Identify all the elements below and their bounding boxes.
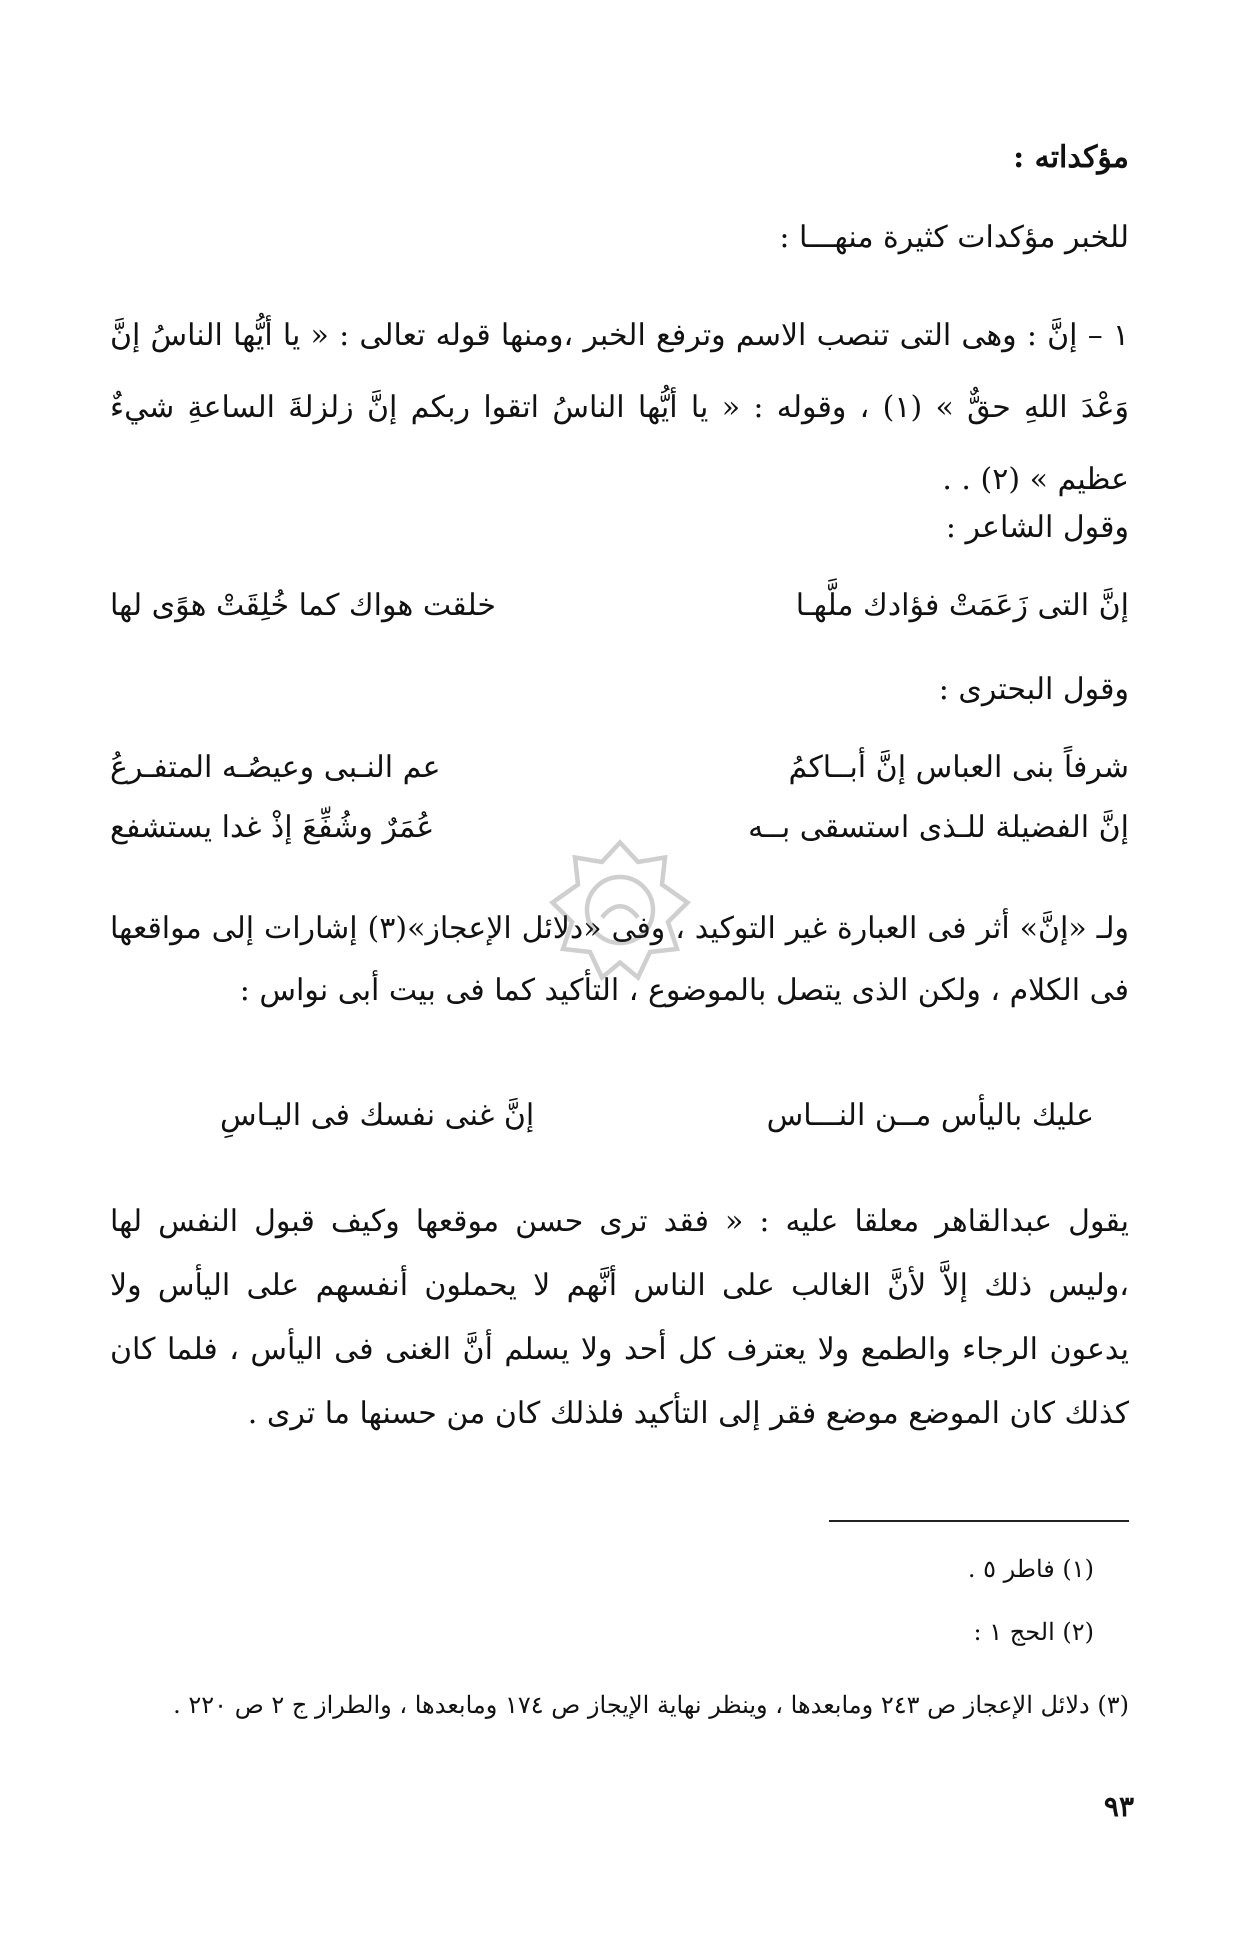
paragraph-inna: ١ – إنَّ : وهى التى تنصب الاسم وترفع الخبر ،ومنها قوله تعالى : « يا أيُّها الناسُ إنَّ وَعْدَ اللهِ حقٌّ » (١) ، وقوله : « يا أيُّها الناسُ اتقوا ربكم إنَّ زلزلةَ الساعةِ شيءٌ عظيم » (٢) . .: [110, 318, 1129, 497]
verse-second-hemistich: خلقت هواك كما خُلِقَتْ هوًى لها: [110, 588, 496, 623]
verse-line: [110, 588, 1129, 623]
footnote-3: (٣) دلائل الإعجاز ص ٢٤٣ ومابعدها ، وينظر نهاية الإيجاز ص ١٧٤ ومابعدها ، والطراز ج ٢ ص ٢٢٠ .: [173, 1691, 1129, 1719]
page-number: ٩٣: [1103, 1790, 1134, 1823]
verse-line: [220, 1098, 1094, 1133]
verse-first-hemistich: عليك باليأس مــن النـــاس: [766, 1098, 1094, 1133]
paragraph-effect: ولـ «إنَّ» أثر فى العبارة غير التوكيد ، وفى «دلائل الإعجاز»(٣) إشارات إلى مواقعها فى الكلام ، ولكن الذى يتصل بالموضوع ، التأكيد كما فى بيت أبى نواس :: [110, 911, 1129, 1008]
footnote-2: (٢) الحج ١ :: [973, 1618, 1094, 1646]
buhturi-label: وقول البحترى :: [938, 672, 1129, 707]
verse-first-hemistich: إنَّ الفضيلة للـذى استسقى بــه: [748, 810, 1129, 845]
verse-first-hemistich: إنَّ التى زَعَمَتْ فؤادك ملَّهـا: [795, 588, 1129, 623]
verse-second-hemistich: إنَّ غنى نفسك فى اليـاسِ: [220, 1098, 535, 1133]
verse-second-hemistich: عم النـبى وعيصُـه المتفـرعُ: [110, 750, 441, 785]
footnote-divider: [829, 1520, 1129, 1522]
verse-first-hemistich: شرفاً بنى العباس إنَّ أبــاكمُ: [788, 750, 1129, 785]
poet-label: وقول الشاعر :: [945, 510, 1129, 545]
watermark-emblem-icon: [545, 835, 695, 985]
footnote-1: (١) فاطر ٥ .: [967, 1555, 1094, 1583]
verse-line: [110, 750, 1129, 785]
intro-line: للخبر مؤكدات كثيرة منهـــا :: [779, 220, 1129, 255]
verse-second-hemistich: عُمَرٌ وشُفِّعَ إذْ غدا يستشفع: [110, 810, 435, 845]
section-heading: مؤكداته :: [1013, 140, 1129, 175]
paragraph-commentary: يقول عبدالقاهر معلقا عليه : « فقد ترى حسن موقعها وكيف قبول النفس لها ،وليس ذلك إلاَّ لأنَّ الغالب على الناس أنَّهم لا يحملون أنفسهم على اليأس ولا يدعون الرجاء والطمع ولا يعترف كل أحد ولا يسلم أنَّ الغنى فى اليأس ، فلما كان كذلك كان الموضع موضع فقر إلى التأكيد فلذلك كان من حسنها ما ترى .: [110, 1204, 1130, 1431]
